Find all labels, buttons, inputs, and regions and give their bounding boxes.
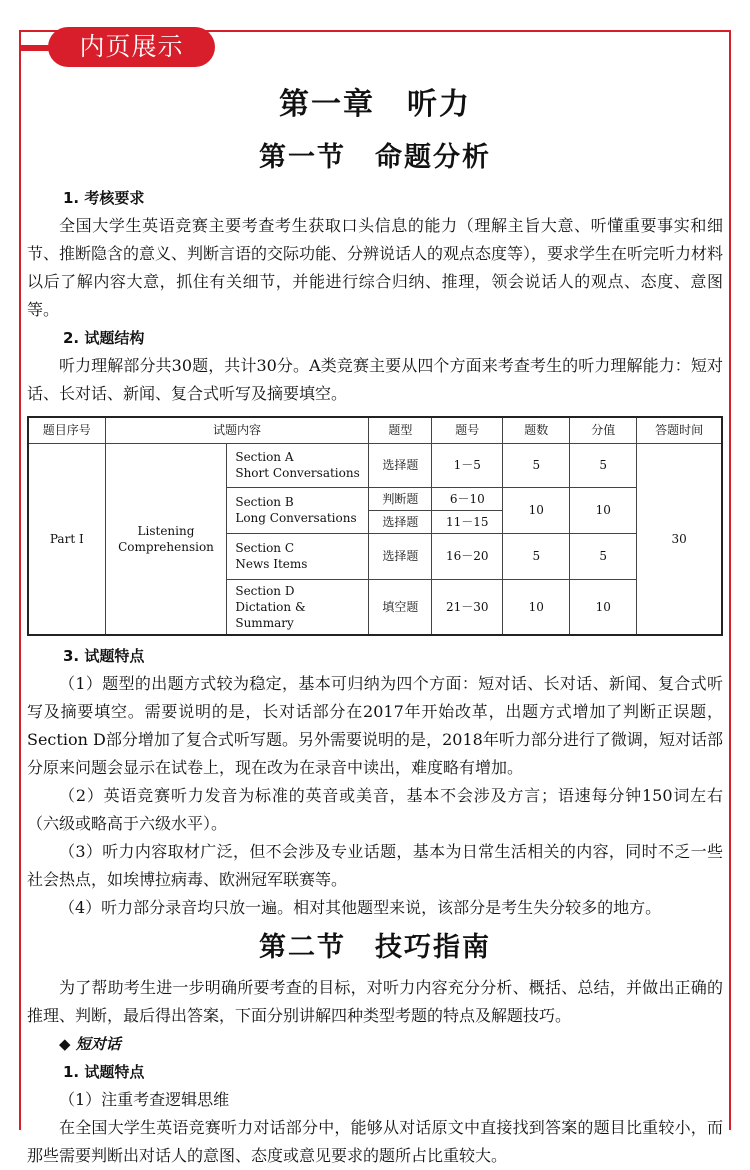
short-dialog-heading: ◆ 短对话 [59, 1034, 121, 1053]
intro-text: 为了帮助考生进一步明确所要考查的目标，对听力内容充分分析、概括、总结，并做出正确的推理、判断，最后得出答案，下面分别讲解四种类型考题的特点及解题技巧。 [27, 977, 723, 1025]
table-header: 题目序号 [28, 417, 105, 443]
type-cell: 选择题 [369, 533, 432, 579]
table-header: 题号 [432, 417, 503, 443]
short-feat-heading: 1. 试题特点 [63, 1062, 145, 1081]
nums-cell: 11－15 [432, 510, 503, 533]
section-sub: News Items [235, 557, 308, 571]
feature-item-3: （3）听力内容取材广泛，但不会涉及专业话题，基本为日常生活相关的内容，同时不乏一些社会热点，如埃博拉病毒、欧洲冠军联赛等。 [27, 841, 723, 889]
req-text: 全国大学生英语竞赛主要考查考生获取口头信息的能力（理解主旨大意、听懂重要事实和细节、推断隐含的意义、判断言语的交际功能、分辨说话人的观点态度等），要求学生在听完听力材料以后了解内容大意，抓住有关细节，并能进行综合归纳、推理，领会说话人的观点、态度、意图等。 [27, 216, 724, 319]
page-content [27, 78, 723, 1170]
time-cell: 30 [637, 443, 722, 635]
struct-text: 听力理解部分共30题，共计30分。A类竞赛主要从四个方面来考查考生的听力理解能力：短对话、长对话、新闻、复合式听写及摘要填空。 [27, 356, 723, 403]
feat-heading: 3. 试题特点 [63, 646, 145, 665]
count-cell: 5 [503, 533, 570, 579]
nums-cell: 21－30 [432, 579, 503, 635]
nums-cell: 16－20 [432, 533, 503, 579]
section-badge: 内页展示 [48, 27, 215, 67]
exam-structure-table [27, 416, 723, 636]
section-name: Section B [235, 495, 294, 509]
feature-item-1: （1）题型的出题方式较为稳定，基本可归纳为四个方面：短对话、长对话、新闻、复合式听写及摘要填空。需要说明的是，长对话部分在2017年开始改革，出题方式增加了判断正误题，Section D部分增加了复合式听写题。另外需要说明的是，2018年听力部分进行了微调，短对话部分原来问题会显示在试卷上，现在改为在录音中读出，难度略有增加。 [27, 673, 723, 777]
section-sub: Dictation & Summary [235, 599, 306, 630]
struct-heading: 2. 试题结构 [63, 329, 145, 347]
section-cell [227, 487, 369, 533]
table-header: 试题内容 [105, 417, 369, 443]
table-header: 答题时间 [637, 417, 722, 443]
score-cell: 5 [570, 533, 637, 579]
last-text: 在全国大学生英语竞赛听力对话部分中，能够从对话原文中直接找到答案的题目比重较小，而那些需要判断出对话人的意图、态度或意见要求的题所占比重较大。 [27, 1117, 723, 1165]
type-cell: 选择题 [369, 510, 432, 533]
section-name: Section C [235, 541, 295, 555]
count-cell: 10 [503, 487, 570, 533]
feature-item-4: （4）听力部分录音均只放一遍。相对其他题型来说，该部分是考生失分较多的地方。 [59, 897, 662, 917]
score-cell: 10 [570, 579, 637, 635]
score-cell: 5 [570, 443, 637, 487]
section-cell [227, 533, 369, 579]
count-cell: 10 [503, 579, 570, 635]
table-row [28, 443, 722, 487]
type-cell: 判断题 [369, 487, 432, 510]
section-name: Section D [235, 583, 295, 598]
chapter-title: 第一章 听力 [279, 87, 471, 122]
table-header: 题数 [503, 417, 570, 443]
nums-cell: 1－5 [432, 443, 503, 487]
section-sub: Short Conversations [235, 466, 360, 480]
table-header-row [28, 417, 722, 443]
nums-cell: 6－10 [432, 487, 503, 510]
point-1: （1）注重考查逻辑思维 [59, 1089, 230, 1109]
feature-item-2: （2）英语竞赛听力发音为标准的英音或美音，基本不会涉及方言；语速每分钟150词左右（六级或略高于六级水平）。 [27, 785, 723, 833]
section-sub: Long Conversations [235, 511, 357, 525]
table-header: 题型 [369, 417, 432, 443]
section1-title: 第一节 命题分析 [259, 142, 491, 173]
section-name: Section A [235, 450, 294, 464]
req-heading: 1. 考核要求 [63, 189, 145, 207]
section2-title: 第二节 技巧指南 [259, 931, 491, 963]
table-header: 分值 [570, 417, 637, 443]
count-cell: 5 [503, 443, 570, 487]
section-cell [227, 443, 369, 487]
score-cell: 10 [570, 487, 637, 533]
section-cell [227, 579, 369, 635]
type-cell: 选择题 [369, 443, 432, 487]
part-cell: Part I [28, 443, 105, 635]
type-cell: 填空题 [369, 579, 432, 635]
content-cell: Listening Comprehension [105, 443, 227, 635]
